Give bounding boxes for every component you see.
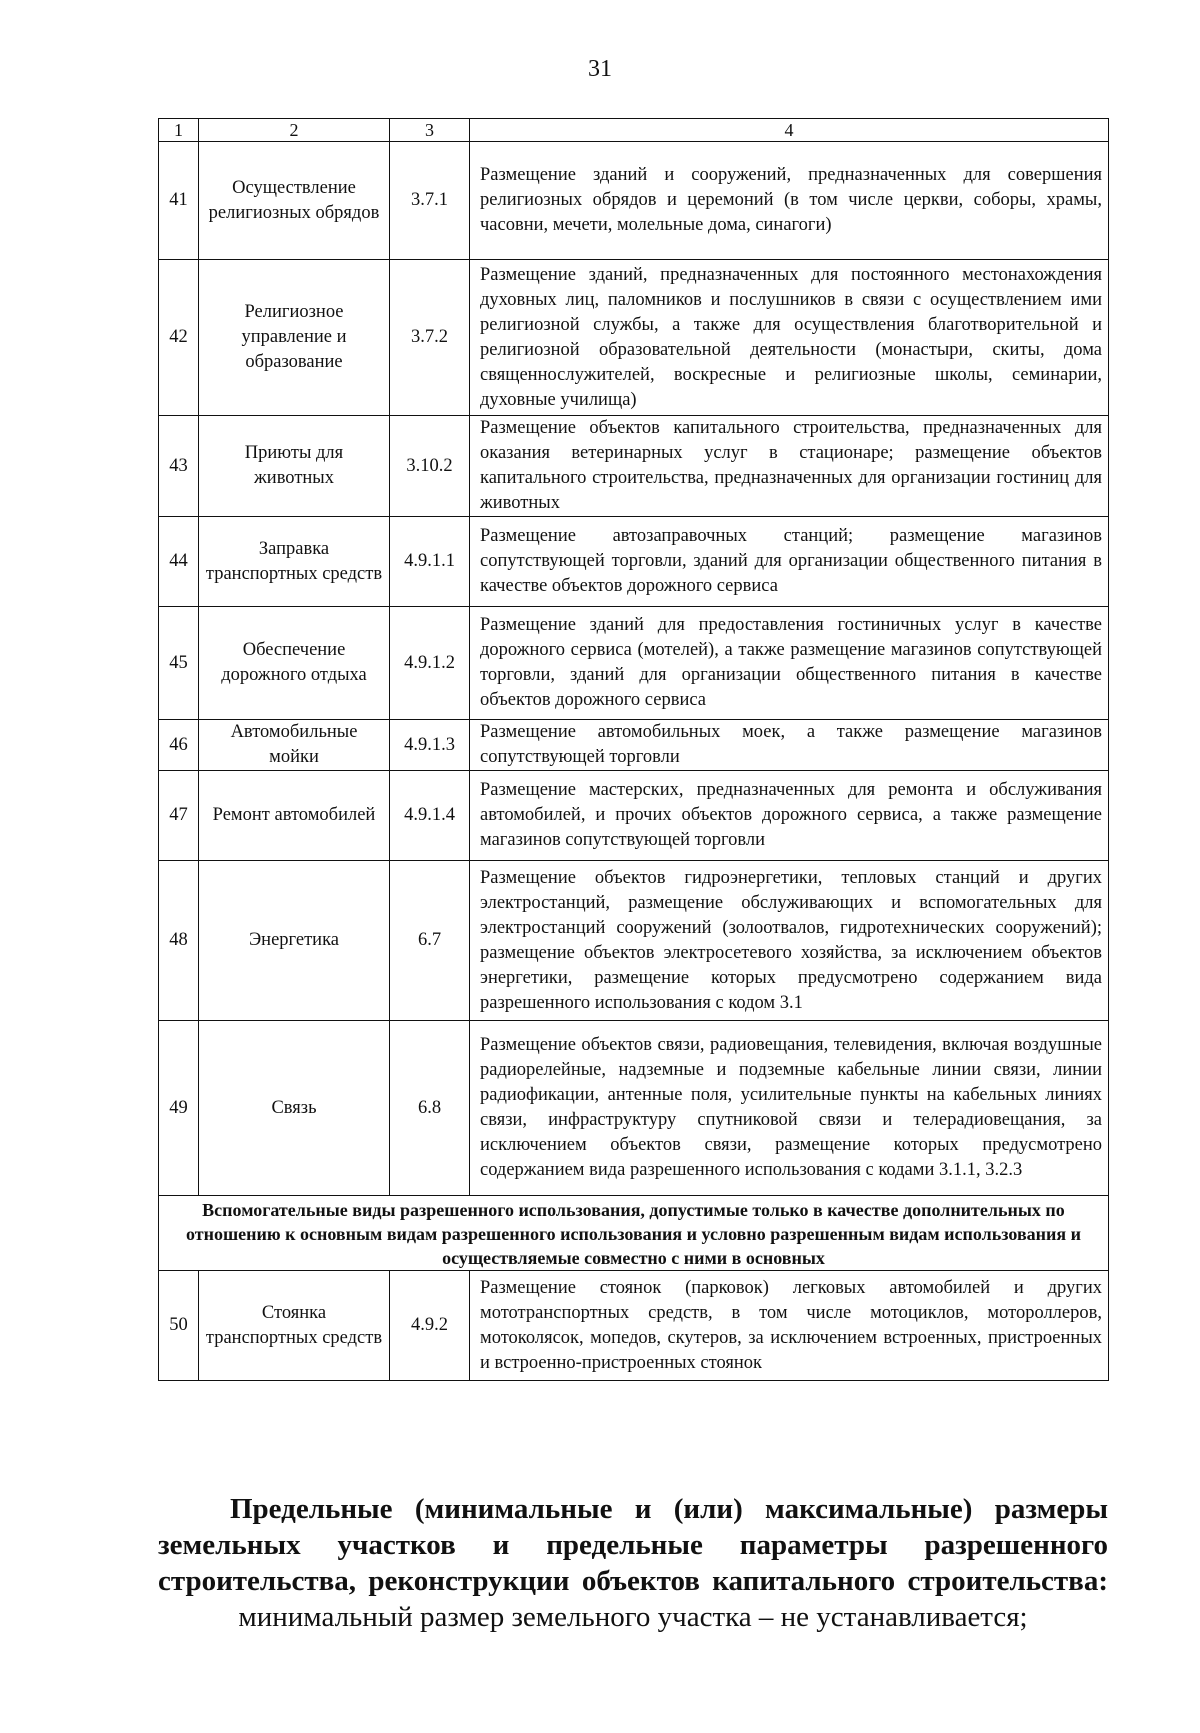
page-number: 31 xyxy=(588,56,612,82)
use-description: Размещение автозаправочных станций; размещение магазинов сопутствующей торговли, зданий для организации общественного питания в качестве объектов дорожного сервиса xyxy=(470,517,1109,607)
table-row xyxy=(159,1021,1109,1196)
use-name: Энергетика xyxy=(199,861,390,1021)
use-description: Размещение зданий и сооружений, предназначенных для совершения религиозных обрядов и церемоний (в том числе церкви, соборы, храмы, часовни, мечети, молельные дома, синагоги) xyxy=(470,142,1109,260)
use-name: Автомобильные мойки xyxy=(199,720,390,771)
use-code: 3.7.1 xyxy=(390,142,470,260)
table-row xyxy=(159,416,1109,517)
table-row xyxy=(159,1271,1109,1381)
table-row xyxy=(159,771,1109,861)
header-col-3: 3 xyxy=(390,119,470,142)
table-row xyxy=(159,142,1109,260)
header-col-2: 2 xyxy=(199,119,390,142)
use-description: Размещение объектов связи, радиовещания, телевидения, включая воздушные радиорелейные, надземные и подземные кабельные линии связи, линии радиофикации, антенные поля, усилительные пункты на кабельных линиях связи, инфраструктуру спутниковой связи и телерадиовещания, за исключением объектов связи, размещение которых предусмотрено содержанием вида разрешенного использования с кодами 3.1.1, 3.2.3 xyxy=(470,1021,1109,1196)
use-name: Приюты для животных xyxy=(199,416,390,517)
row-number: 46 xyxy=(159,720,199,771)
use-name: Связь xyxy=(199,1021,390,1196)
use-code: 4.9.1.3 xyxy=(390,720,470,771)
use-name: Обеспечение дорожного отдыха xyxy=(199,607,390,720)
row-number: 50 xyxy=(159,1271,199,1381)
bottom-text xyxy=(158,1491,1108,1635)
land-use-table xyxy=(158,118,1109,1381)
use-code: 4.9.2 xyxy=(390,1271,470,1381)
row-number: 43 xyxy=(159,416,199,517)
row-number: 42 xyxy=(159,260,199,416)
use-description: Размещение объектов капитального строительства, предназначенных для оказания ветеринарных услуг в стационаре; размещение объектов капитального строительства, предназначенных для организации гостиниц для животных xyxy=(470,416,1109,517)
use-name: Религиозное управление и образование xyxy=(199,260,390,416)
table-row xyxy=(159,861,1109,1021)
table-header-row xyxy=(159,119,1109,142)
use-description: Размещение автомобильных моек, а также размещение магазинов сопутствующей торговли xyxy=(470,720,1109,771)
limits-heading: Предельные (минимальные и (или) максимальные) размеры земельных участков и предельные параметры разрешенного строительства, реконструкции объектов капитального строительства: xyxy=(158,1493,1108,1597)
table-row xyxy=(159,517,1109,607)
use-description: Размещение зданий, предназначенных для постоянного местонахождения духовных лиц, паломников и послушников в связи с осуществлением ими религиозной службы, а также для осуществления благотворительной и религиозной образовательной деятельности (монастыри, скиты, дома священнослужителей, воскресные и религиозные школы, семинарии, духовные училища) xyxy=(470,260,1109,416)
use-code: 3.10.2 xyxy=(390,416,470,517)
row-number: 49 xyxy=(159,1021,199,1196)
header-col-1: 1 xyxy=(159,119,199,142)
use-description: Размещение стоянок (парковок) легковых автомобилей и других мототранспортных средств, в том числе мотоциклов, мотороллеров, мотоколясок, мопедов, скутеров, за исключением встроенных, пристроенных и встроенно-пристроенных стоянок xyxy=(470,1271,1109,1381)
use-name: Заправка транспортных средств xyxy=(199,517,390,607)
use-code: 4.9.1.2 xyxy=(390,607,470,720)
table-row xyxy=(159,720,1109,771)
auxiliary-uses-body xyxy=(159,1271,1109,1381)
use-code: 4.9.1.1 xyxy=(390,517,470,607)
section-heading-row xyxy=(159,1196,1109,1271)
row-number: 48 xyxy=(159,861,199,1021)
main-uses-body xyxy=(159,142,1109,1196)
use-code: 6.7 xyxy=(390,861,470,1021)
min-plot-size-line: минимальный размер земельного участка – не устанавливается; xyxy=(238,1601,1028,1633)
row-number: 41 xyxy=(159,142,199,260)
table-row xyxy=(159,607,1109,720)
row-number: 45 xyxy=(159,607,199,720)
row-number: 47 xyxy=(159,771,199,861)
use-name: Осуществление религиозных обрядов xyxy=(199,142,390,260)
use-code: 4.9.1.4 xyxy=(390,771,470,861)
row-number: 44 xyxy=(159,517,199,607)
use-name: Стоянка транспортных средств xyxy=(199,1271,390,1381)
use-code: 3.7.2 xyxy=(390,260,470,416)
use-description: Размещение мастерских, предназначенных для ремонта и обслуживания автомобилей, и прочих объектов дорожного сервиса, а также размещение магазинов сопутствующей торговли xyxy=(470,771,1109,861)
section-heading: Вспомогательные виды разрешенного использования, допустимые только в качестве дополнительных по отношению к основным видам разрешенного использования и условно разрешенным видам использования и осуществляемые совместно с ними в основных xyxy=(159,1196,1109,1271)
use-code: 6.8 xyxy=(390,1021,470,1196)
use-description: Размещение зданий для предоставления гостиничных услуг в качестве дорожного сервиса (мотелей), а также размещение магазинов сопутствующей торговли, зданий для организации общественного питания в качестве объектов дорожного сервиса xyxy=(470,607,1109,720)
use-description: Размещение объектов гидроэнергетики, тепловых станций и других электростанций, размещение обслуживающих и вспомогательных для электростанций сооружений (золоотвалов, гидротехнических сооружений); размещение объектов электросетевого хозяйства, за исключением объектов энергетики, размещение которых предусмотрено содержанием вида разрешенного использования с кодом 3.1 xyxy=(470,861,1109,1021)
table-row xyxy=(159,260,1109,416)
header-col-4: 4 xyxy=(470,119,1109,142)
use-name: Ремонт автомобилей xyxy=(199,771,390,861)
